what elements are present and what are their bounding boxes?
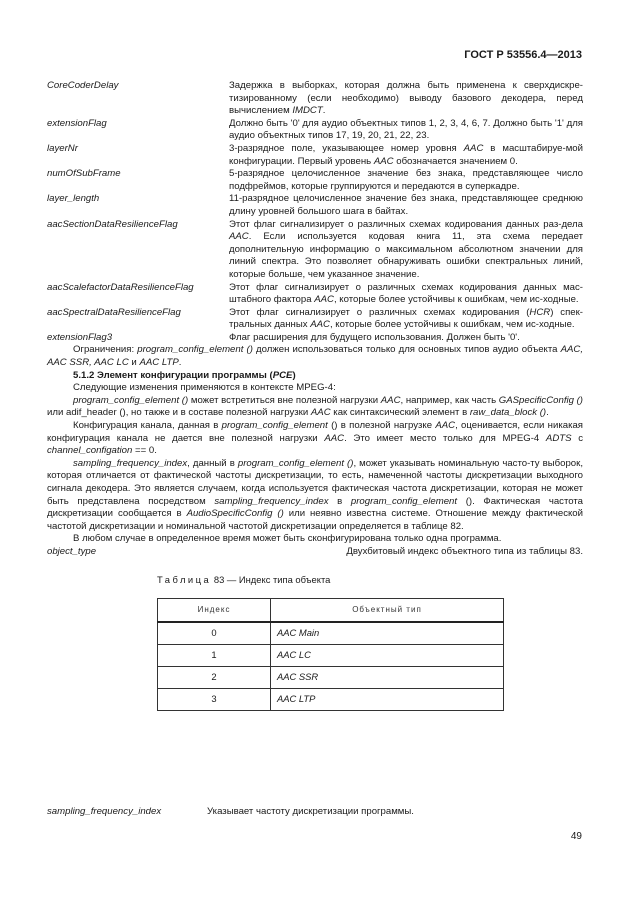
sfi-term: sampling_frequency_index <box>47 806 162 817</box>
definition-term: layerNr <box>47 142 78 154</box>
column-header: Индекс <box>158 599 271 623</box>
definition-desc: Этот флаг сигнализирует о различных схемах кодирования данных мас-штабного фактора AAC, которые более устойчивы к ошибкам, чем ис-ходные. <box>229 281 583 306</box>
table-cell: AAC LTP <box>271 689 504 711</box>
table-row <box>158 645 504 667</box>
paragraph: В любом случае в определенное время может быть сконфигурирована только одна программа. <box>73 533 502 545</box>
paragraph: program_config_element () может встретиться вне полезной нагрузки AAC, например, как часть GASpecificConfig () или adif_header (), но также и в составе полезной нагрузки AAC как синтаксический элемент в raw_data_block (). <box>47 394 584 419</box>
section-heading: 5.1.2 Элемент конфигурации программы (PCE) <box>73 369 296 381</box>
definition-row <box>47 80 583 118</box>
definition-list <box>47 80 583 344</box>
definition-row <box>47 168 583 193</box>
table-caption: Таблица 83 — Индекс типа объекта <box>157 573 331 585</box>
definition-desc: Флаг расширения для будущего использования. Должен быть '0'. <box>229 331 520 343</box>
definition-desc: Задержка в выборках, которая должна быть применена к сверхдискре-тизированному (если необходимо) выводу базового декодера, перед вычислением IMDCT. <box>229 80 583 117</box>
table-cell: 3 <box>158 689 271 711</box>
table-cell: 0 <box>158 622 271 645</box>
table-cell: AAC SSR <box>271 667 504 689</box>
definition-term: CoreCoderDelay <box>47 80 119 91</box>
table-cell: AAC LC <box>271 645 504 667</box>
definition-term: aacScalefactorDataResilienceFlag <box>47 281 194 293</box>
table-cell: AAC Main <box>271 622 504 645</box>
sampling-frequency-line <box>47 806 414 817</box>
definition-row <box>47 193 583 218</box>
definition-term: aacSpectralDataResilienceFlag <box>47 306 181 318</box>
object-type-term: object_type <box>47 545 97 557</box>
paragraph: Конфигурация канала, данная в program_config_element () в полезной нагрузке AAC, оценивается, если никакая конфигурация канала не дается вне полезной нагрузки AAC. Это имеет место только для MPEG-4 ADTS с channel_configation == 0. <box>47 420 584 457</box>
definition-desc: 11-разрядное целочисленное значение без знака, представляющее среднюю длину уровней большого шага в байтах. <box>229 193 583 217</box>
paragraph: sampling_frequency_index, данный в program_config_element (), может указывать номинальную часто-ту выборок, которая отличается от фактической частоты дискретизации, то есть, намеченной частоты дискретизации выходного сигнала декодера. Это является случаем, когда используется фактическая частота дискретизации, которая не может быть представлена посредством sampling_frequency_index в program_config_element (). Фактическая частота дискретизации сообщается в AudioSpecificConfig () или неявно известна системе. Отношение между фактической частотой дискретизации и номинальной частотой дискретизации определяется в таблице 82. <box>47 457 584 532</box>
definition-row <box>47 219 583 282</box>
table-cell: 1 <box>158 645 271 667</box>
definition-desc: Должно быть '0' для аудио объектных типов 1, 2, 3, 4, 6, 7. Должно быть '1' для аудио объектных типов 17, 19, 20, 21, 22, 23. <box>229 117 583 142</box>
table-row <box>158 667 504 689</box>
object-type-table <box>157 598 504 711</box>
object-type-desc: Двухбитовый индекс объектного типа из таблицы 83. <box>346 545 583 557</box>
page-body <box>47 80 583 711</box>
definition-row <box>47 282 583 307</box>
definition-row <box>47 332 583 345</box>
table-cell: 2 <box>158 667 271 689</box>
object-type-line <box>47 546 583 559</box>
paragraph: Следующие изменения применяются в контексте MPEG-4: <box>73 382 336 394</box>
definition-desc: Этот флаг сигнализирует о различных схемах кодирования данных раз-дела AAC. Если используется кодовая книга 11, эта схема передает дополнительную информацию о максимальном абсолютном значении для линий спектра. Это позволяет обнаруживать ошибки спектральных линий, которые больше, чем указанное значение. <box>229 218 583 280</box>
definition-term: extensionFlag3 <box>47 331 113 343</box>
definition-term: numOfSubFrame <box>47 168 121 180</box>
definition-row <box>47 118 583 143</box>
page-number: 49 <box>570 831 582 842</box>
definition-desc: 3-разрядное поле, указывающее номер уровня AAC в масштабируе-мой конфигурации. Первый уровень AAC обозначается значением 0. <box>229 142 583 167</box>
definition-term: extensionFlag <box>47 117 107 129</box>
table-row <box>158 689 504 711</box>
table-header-row <box>158 599 504 623</box>
definition-desc: Этот флаг сигнализирует о различных схемах кодирования (HCR) спек-тральных данных AAC, которые более устойчивы к ошибкам, чем ис-ходные. <box>229 306 583 331</box>
table-row <box>158 622 504 645</box>
restriction-paragraph: Ограничения: program_config_element () должен использоваться только для основных типов аудио объекта AAC, AAC SSR, AAC LC и AAC LTP. <box>47 344 583 369</box>
definition-row <box>47 307 583 332</box>
definition-term: layer_length <box>47 193 100 205</box>
definition-row <box>47 143 583 168</box>
definition-term: aacSectionDataResilienceFlag <box>47 218 178 230</box>
sfi-desc: Указывает частоту дискретизации программы. <box>207 806 414 817</box>
column-header: Объектный тип <box>271 599 504 623</box>
definition-desc: 5-разрядное целочисленное значение без знака, представляющее число подфреймов, которые группируются и передаются в суперкадре. <box>229 168 583 192</box>
document-code: ГОСТ Р 53556.4—2013 <box>464 49 582 61</box>
